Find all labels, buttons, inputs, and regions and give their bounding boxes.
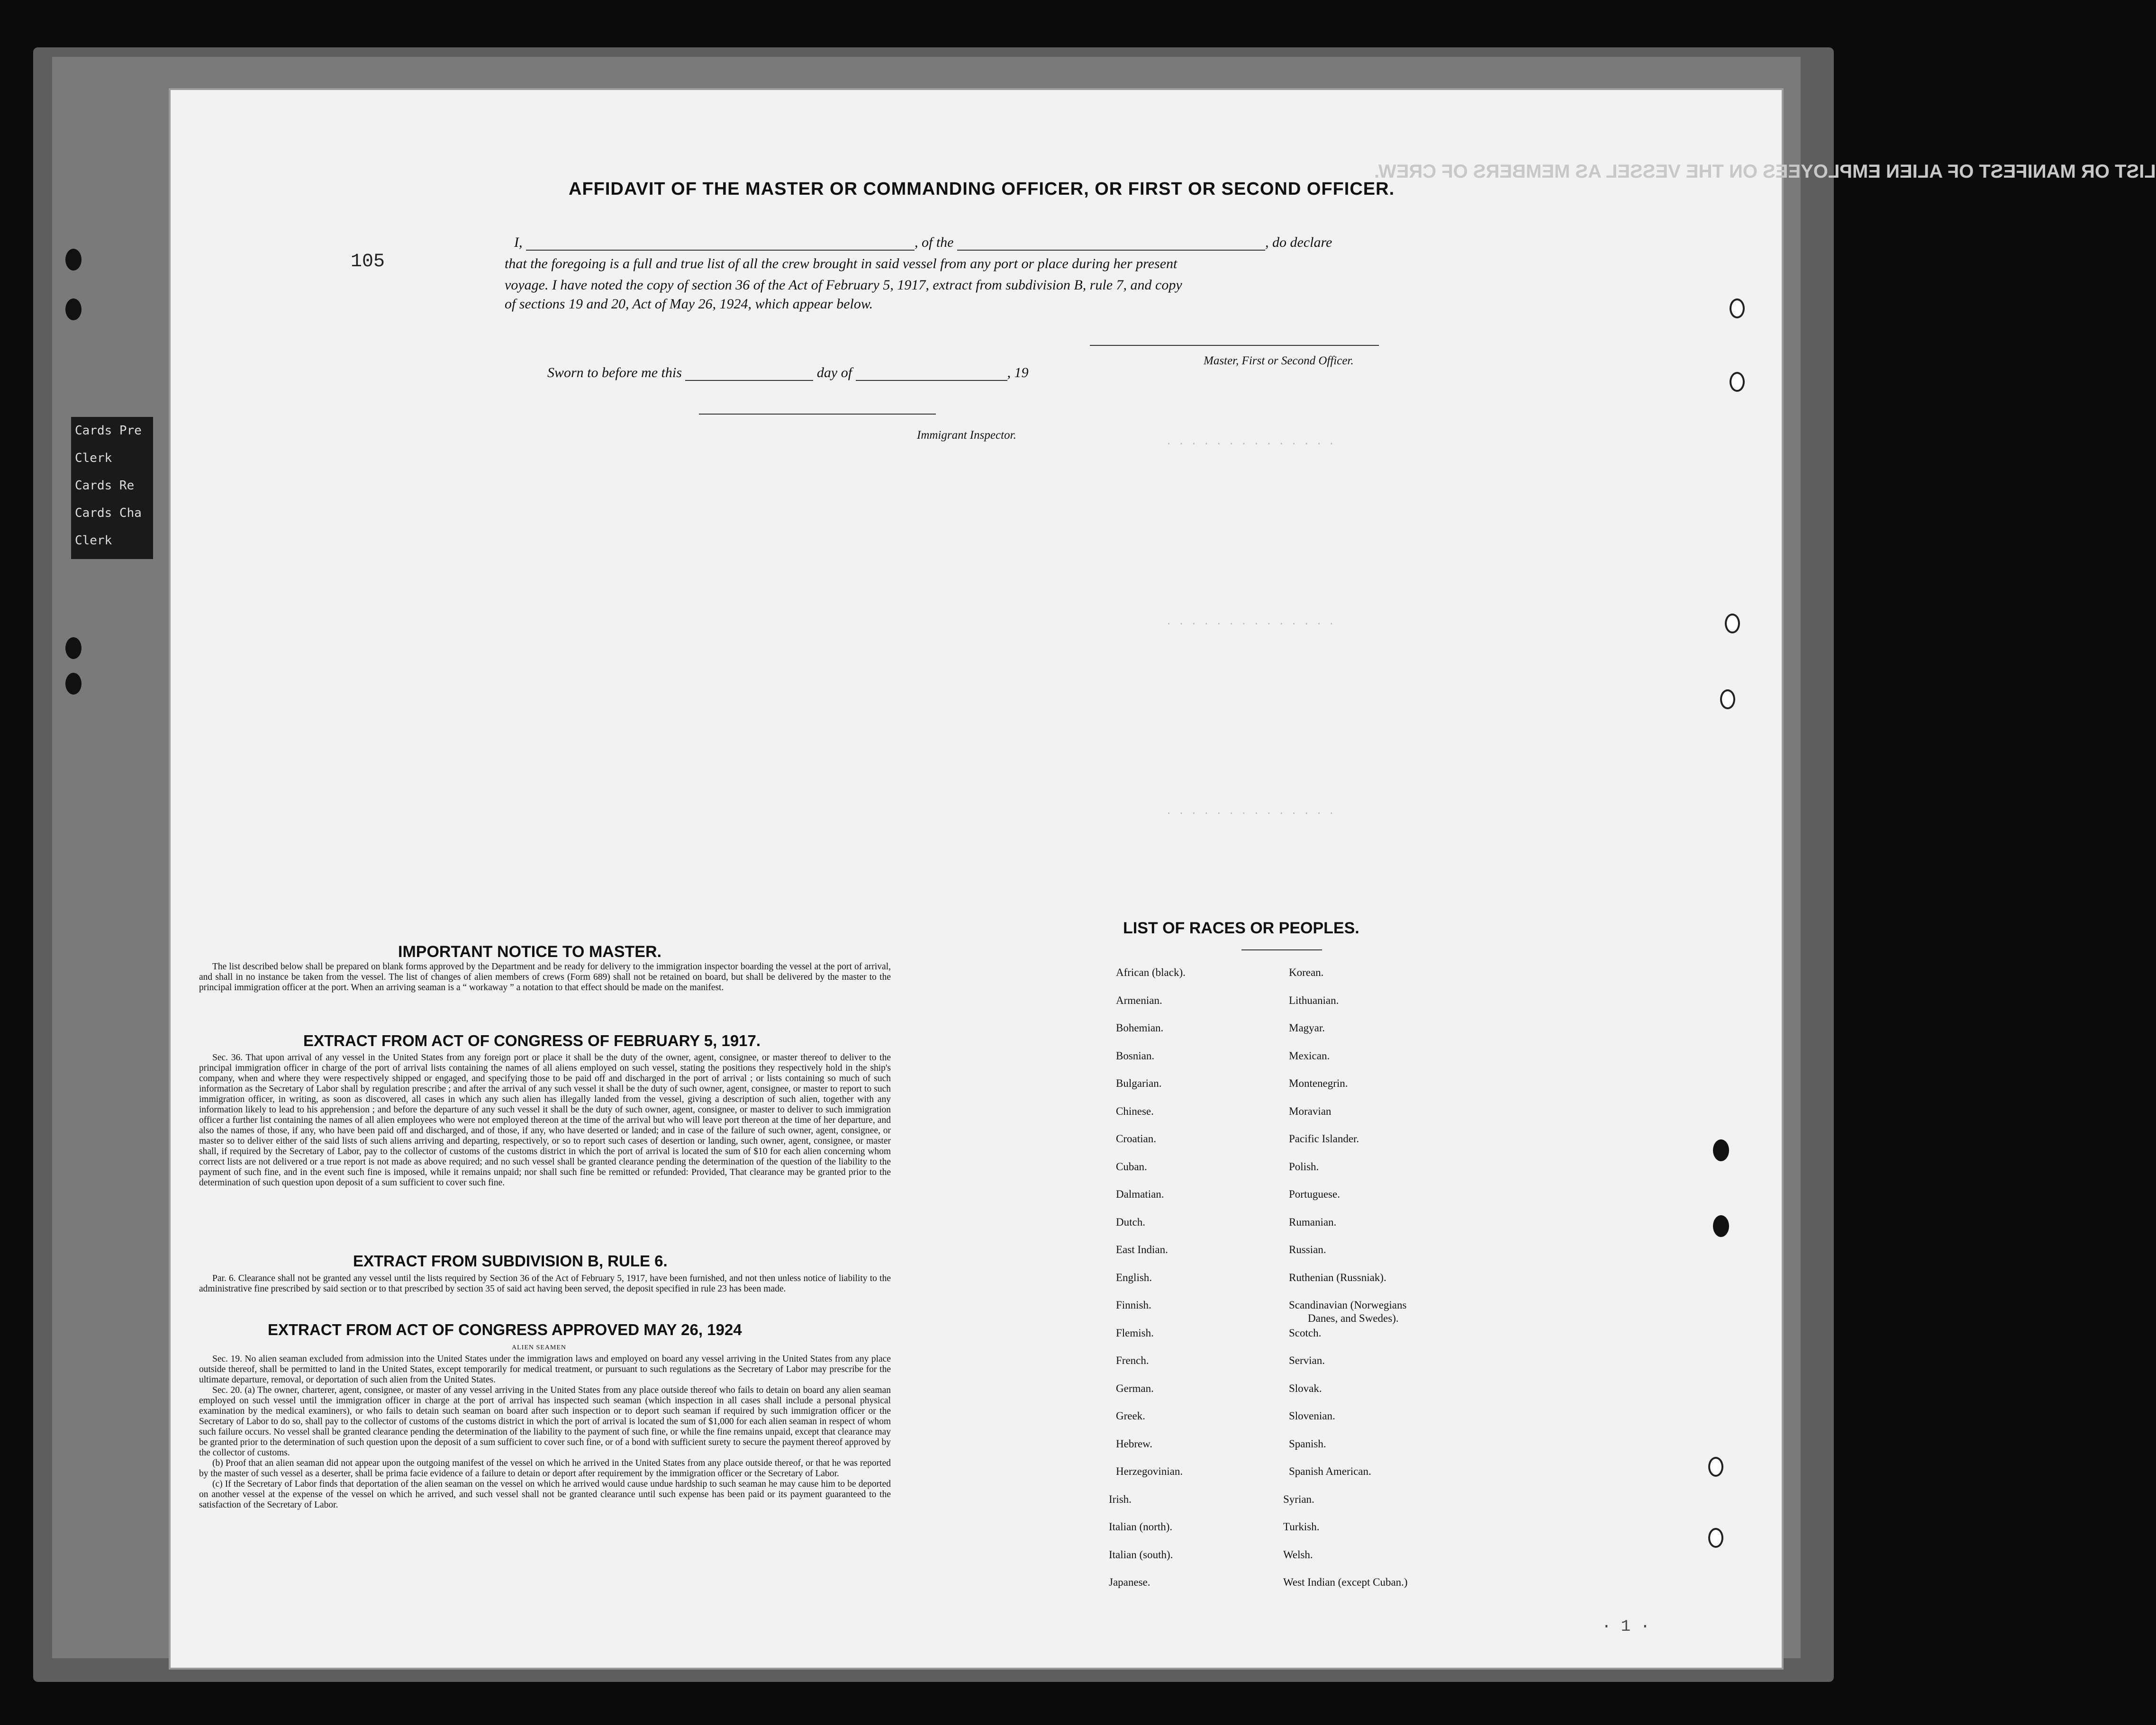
race-item: Bosnian. [1116, 1049, 1155, 1062]
race-item: Portuguese. [1289, 1188, 1340, 1200]
race-item: Italian (north). [1109, 1521, 1173, 1533]
race-item: Flemish. [1116, 1327, 1154, 1339]
page-number: 105 [351, 251, 385, 272]
binder-hole [1730, 298, 1745, 318]
race-item: Cuban. [1116, 1160, 1147, 1173]
race-item: Dalmatian. [1116, 1188, 1164, 1200]
inspector-signature-label: Immigrant Inspector. [917, 429, 1016, 442]
race-item: English. [1116, 1271, 1152, 1283]
stub-label: Clerk [75, 533, 112, 548]
bleed-through-text: . . . . . . . . . . . . . . [1166, 805, 1335, 817]
race-item: Montenegrin. [1289, 1077, 1348, 1089]
extract-1917-paragraph: Sec. 36. That upon arrival of any vessel in the United States from any foreign port or place it shall be the duty of the owner, agent, consignee, or master thereof to deliver to the principal immigration officer in charge of the port of arrival lists containing the names of all aliens employed on such vessel, stating the positions they respectively hold in the ship's company, when and where they were respectively shipped or engaged, and specifying those to be paid off and discharged in the port of arrival ; or lists containing so much of such information as the Secretary of Labor shall by regulation prescribe ; and after the arrival of any such vessel it shall be the duty of such owner, agent, consignee, or master to report to such immigration officer, in writing, as soon as discovered, all cases in which any such alien has illegally landed from the vessel, giving a description of such alien, together with any information likely to lead to his apprehension ; and before the departure of any such vessel it shall be the duty of such owner, agent, consignee, or master to deliver to such immigration officer a further list containing the names of all alien employees who were not employed thereon at the time of the arrival but who will leave port thereon at the time of her departure, and also the names of those, if any, who have been paid off and discharged, and of those, if any, who have deserted or landed; and in case of the failure of such owner, agent, consignee, or master so to deliver either of the said lists of such aliens arriving and departing, respectively, or so to report such cases of desertion or landing, such owner, agent, consignee, or master shall, if required by the Secretary of Labor, pay to the collector of customs of the customs district in which the port of arrival is located the sum of $10 for each alien concerning whom correct lists are not delivered or a true report is not made as above required; and no such vessel shall be granted clearance pending the determination of the question of the liability to the payment of such fine, and in the event such fine is imposed, while it remains unpaid; nor shall such fine be remitted or refunded: Provided, That clearance may be granted prior to the determination of such question upon deposit of a sum sufficient to cover such fine. [199, 1053, 891, 1188]
race-item: Italian (south). [1109, 1548, 1173, 1561]
race-item: East Indian. [1116, 1244, 1168, 1255]
master-signature-label: Master, First or Second Officer. [1204, 354, 1354, 367]
race-item: French. [1116, 1355, 1149, 1366]
stub-label: Cards Re [75, 479, 135, 493]
race-item: Scandinavian (Norwegians [1289, 1299, 1407, 1311]
binder-hole [1725, 614, 1740, 633]
race-item: Turkish. [1283, 1521, 1320, 1533]
affidavit-i: I, [514, 235, 523, 250]
race-item: Mexican. [1289, 1049, 1330, 1062]
affidavit-text-line: of sections 19 and 20, Act of May 26, 1924, which appear below. [505, 296, 873, 312]
race-item: Syrian. [1283, 1493, 1314, 1505]
race-item: Servian. [1289, 1355, 1325, 1366]
inspector-signature-line [699, 414, 936, 415]
race-item: Ruthenian (Russniak). [1289, 1271, 1386, 1283]
stub-label: Cards Cha [75, 506, 142, 520]
race-item-continuation: Danes, and Swedes). [1308, 1312, 1399, 1324]
race-item: Dutch. [1116, 1216, 1145, 1228]
race-item: Bulgarian. [1116, 1077, 1162, 1089]
race-item: Japanese. [1109, 1576, 1150, 1588]
month-blank [856, 380, 1007, 381]
race-item: Scotch. [1289, 1327, 1322, 1339]
extract-rule6-paragraph: Par. 6. Clearance shall not be granted any vessel until the lists required by Section 36 of the Act of February 5, 1917, have been furnished, and not then unless notice of liability to the administrative fine prescribed by said section or to that prescribed by section 35 of said act having been served, the deposit specified in rule 23 has been made. [199, 1273, 891, 1294]
race-item: Rumanian. [1289, 1216, 1337, 1228]
race-item: German. [1116, 1382, 1154, 1394]
sworn-label: Sworn to before me this [547, 365, 682, 380]
race-item: Spanish American. [1289, 1465, 1371, 1477]
race-item: Greek. [1116, 1410, 1145, 1422]
race-item: Moravian [1289, 1105, 1332, 1117]
race-item: Finnish. [1116, 1299, 1151, 1311]
race-item: Bohemian. [1116, 1022, 1164, 1034]
race-item: Spanish. [1289, 1437, 1326, 1450]
race-item: African (black). [1116, 966, 1186, 978]
bleed-through-text: . . . . . . . . . . . . . . [1166, 616, 1335, 628]
affidavit-text-line: voyage. I have noted the copy of section 36 of the Act of February 5, 1917, extract from subdivision B, rule 7, and copy [505, 277, 1182, 293]
extract-1924-title: EXTRACT FROM ACT OF CONGRESS APPROVED MAY 26, 1924 [268, 1321, 742, 1338]
bleed-through-text: LIST OR MANIFEST OF ALIEN EMPLOYEES ON THE VESSEL AS MEMBERS OF CREW. [1374, 161, 2156, 182]
race-item: Lithuanian. [1289, 994, 1339, 1006]
binder-hole [1708, 1457, 1723, 1477]
race-item: Korean. [1289, 966, 1324, 978]
affidavit-title: AFFIDAVIT OF THE MASTER OR COMMANDING OFFICER, OR FIRST OR SECOND OFFICER. [569, 179, 1395, 199]
race-item: Slovenian. [1289, 1410, 1335, 1422]
day-of-label: day of [816, 365, 852, 380]
master-signature-line [1090, 345, 1379, 346]
stub-label: Cards Pre [75, 424, 142, 438]
binder-hole [1713, 1215, 1729, 1237]
affidavit-text-line: that the foregoing is a full and true list of all the crew brought in said vessel from any port or place during her present [505, 256, 1178, 271]
affidavit-do-declare: , do declare [1265, 235, 1332, 250]
affidavit-declaration-line [514, 235, 1332, 251]
binder-hole [1720, 689, 1735, 709]
bleed-through-text: . . . . . . . . . . . . . . [1166, 436, 1335, 448]
notice-text [199, 962, 891, 993]
corner-mark: · 1 · [1602, 1618, 1650, 1636]
year-label: , 19 [1007, 365, 1029, 380]
binder-hole [1730, 372, 1745, 392]
race-item: Armenian. [1116, 994, 1162, 1006]
section-19-paragraph: Sec. 19. No alien seaman excluded from admission into the United States under the immigration laws and employed on board any vessel arriving in the United States from any place outside thereof, shall be permitted to land in the United States, except temporarily for medical treatment, or pursuant to such regulations as the Secretary of Labor may prescribe for the ultimate departure, removal, or deportation of such alien from the United States. [199, 1354, 891, 1385]
binder-hole [65, 637, 82, 659]
alien-seamen-subtitle: ALIEN SEAMEN [512, 1344, 567, 1351]
notice-title: IMPORTANT NOTICE TO MASTER. [398, 943, 661, 961]
race-item: Croatian. [1116, 1133, 1156, 1145]
race-item: Chinese. [1116, 1105, 1154, 1117]
race-item: Slovak. [1289, 1382, 1322, 1394]
race-item: Pacific Islander. [1289, 1133, 1359, 1145]
section-20a-paragraph: Sec. 20. (a) The owner, charterer, agent, consignee, or master of any vessel arriving in the United States from any place outside thereof who fails to detain on board any alien seaman employed on such vessel until the immigration officer in charge at the port of arrival has inspected such seaman (which inspection in all cases shall include a personal physical examination by the medical examiners), or who fails to detain such seaman on board after such inspection or to deport such seaman if required by such immigration officer or the Secretary of Labor to do so, shall pay to the collector of customs of the customs district in which the port of arrival is located the sum of $1,000 for each alien seaman in respect of whom such failure occurs. No vessel shall be granted clearance pending the determination of the liability to the payment of such fine, or while the fine remains unpaid, except that clearance may be granted prior to the determination of such question upon the deposit of a sum sufficient to cover such fine, or of a bond with sufficient surety to secure the payment thereof approved by the collector of customs. [199, 1385, 891, 1458]
notice-paragraph: The list described below shall be prepared on blank forms approved by the Department and be ready for delivery to the immigration inspector boarding the vessel at the port of arrival, and shall in no instance be taken from the vessel. The list of changes of alien members of crews (Form 689) shall not be retained on board, but shall be delivered by the master to the principal immigration officer at the port. When an arriving seaman is a “ workaway ” a notation to that effect should be made on the manifest. [199, 962, 891, 993]
races-title: LIST OF RACES OR PEOPLES. [1123, 919, 1359, 937]
extract-rule6-title: EXTRACT FROM SUBDIVISION B, RULE 6. [353, 1252, 668, 1270]
binder-hole [65, 673, 82, 695]
index-card-stub [71, 417, 153, 559]
race-item: West Indian (except Cuban.) [1283, 1576, 1408, 1588]
affidavit-of-the: , of the [915, 235, 954, 250]
extract-1917-title: EXTRACT FROM ACT OF CONGRESS OF FEBRUARY 5, 1917. [303, 1032, 761, 1049]
stub-label: Clerk [75, 451, 112, 465]
race-item: Polish. [1289, 1160, 1319, 1173]
extract-rule6-text [199, 1273, 891, 1294]
race-item: Welsh. [1283, 1548, 1313, 1561]
race-item: Herzegovinian. [1116, 1465, 1183, 1477]
extract-1917-text [199, 1053, 891, 1188]
binder-hole [65, 249, 82, 271]
binder-hole [1713, 1139, 1729, 1161]
extract-1924-text [199, 1354, 891, 1510]
race-item: Russian. [1289, 1244, 1326, 1255]
binder-hole [1708, 1528, 1723, 1548]
section-20c-paragraph: (c) If the Secretary of Labor finds that deportation of the alien seaman on the vessel on which he arrived would cause undue hardship to such seaman he may cause him to be deported on another vessel at the expense of the vessel on which he arrived, and such vessel shall not be granted clearance until such expense has been paid or its payment guaranteed to the satisfaction of the Secretary of Labor. [199, 1479, 891, 1510]
race-item: Irish. [1109, 1493, 1132, 1505]
name-blank [526, 250, 915, 251]
binder-hole [65, 298, 82, 320]
vessel-blank [957, 250, 1265, 251]
section-20b-paragraph: (b) Proof that an alien seaman did not appear upon the outgoing manifest of the vessel on which he arrived in the United States from any place outside thereof, or that he was reported by the master of such vessel as a deserter, shall be prima facie evidence of a failure to detain or deport after requirement by the immigration officer or the Secretary of Labor. [199, 1458, 891, 1479]
race-item: Hebrew. [1116, 1437, 1153, 1450]
day-blank [685, 380, 813, 381]
sworn-line [547, 365, 1029, 381]
races-rule [1241, 949, 1322, 950]
race-item: Magyar. [1289, 1022, 1325, 1034]
